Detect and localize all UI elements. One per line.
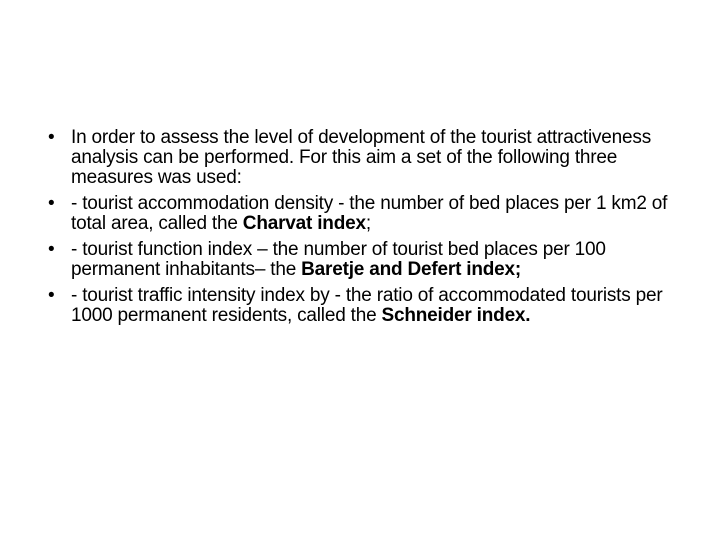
bullet-icon: •: [48, 285, 55, 306]
bullet-item-intro: [48, 128, 688, 188]
bullet-icon: •: [48, 193, 55, 214]
bullet-text: - tourist accommodation density - the number of bed places per 1 km2 of total area, called the: [71, 193, 668, 234]
bullet-text: - tourist function index – the number of tourist bed places per 100 permanent inhabitants– the: [71, 239, 606, 280]
bullet-list: [48, 128, 688, 332]
index-name: Charvat index: [242, 213, 366, 234]
bullet-icon: •: [48, 239, 55, 260]
bullet-item-baretje-defert-index: [48, 240, 688, 280]
bullet-item-charvat-index: [48, 194, 688, 234]
index-name: Baretje and Defert index;: [301, 259, 522, 280]
index-name: Schneider index.: [381, 305, 531, 326]
bullet-text: - tourist traffic intensity index by - the ratio of accommodated tourists per 1000 permanent residents, called the: [71, 285, 663, 326]
bullet-text: In order to assess the level of development of the tourist attractiveness analysis can be performed. For this aim a set of the following three measures was used:: [71, 127, 651, 188]
bullet-text-end: ;: [365, 213, 371, 234]
bullet-item-schneider-index: [48, 286, 688, 326]
bullet-icon: •: [48, 127, 55, 148]
